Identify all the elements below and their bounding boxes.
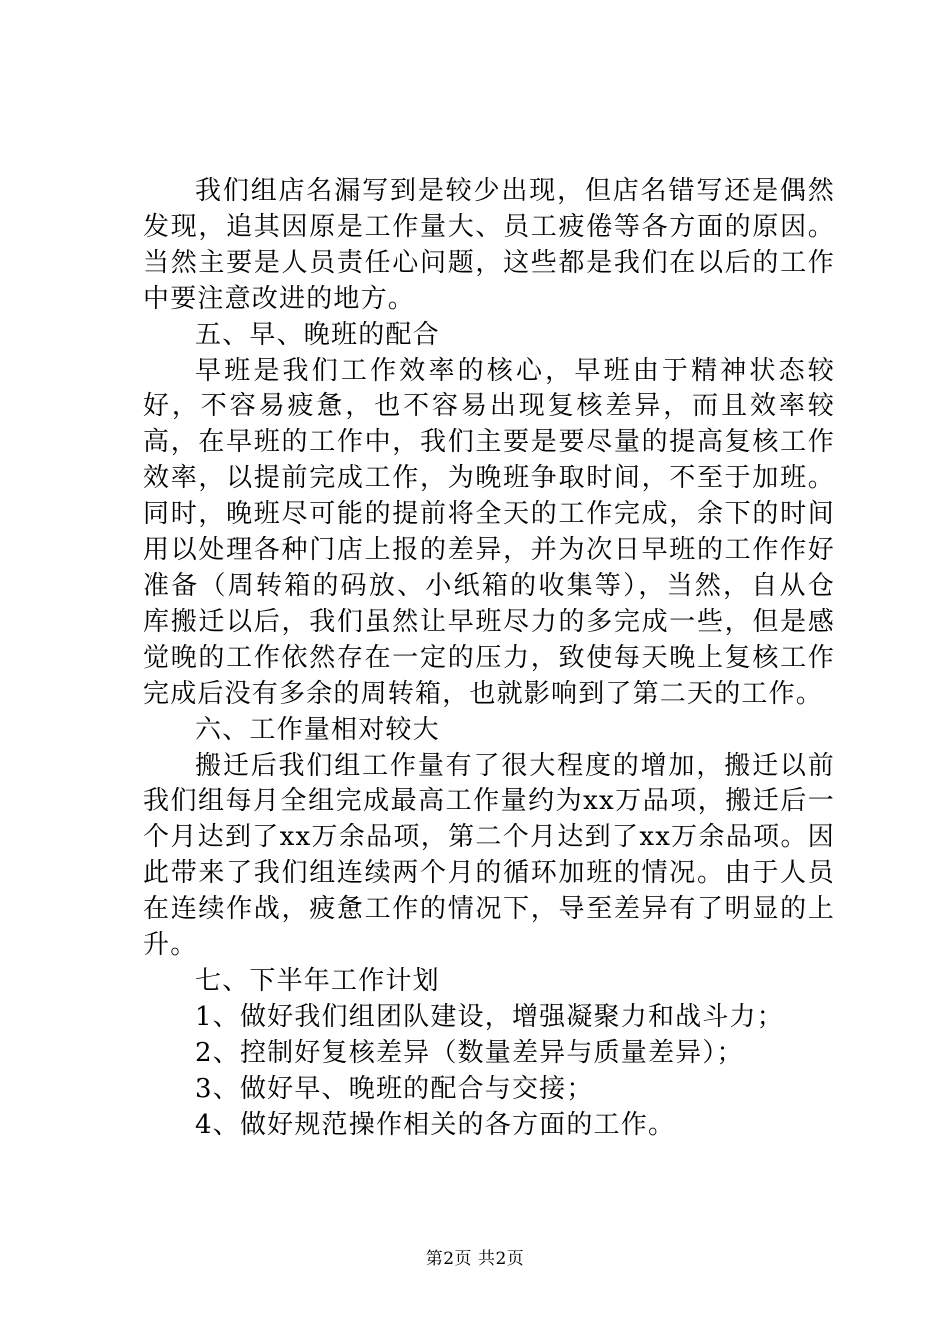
paragraph-store-name-errors: 我们组店名漏写到是较少出现，但店名错写还是偶然发现，追其因原是工作量大、员工疲倦等各方面的原因。当然主要是人员责任心问题，这些都是我们在以后的工作中要注意改进的地方。 [143,176,835,314]
paragraph-workload: 搬迁后我们组工作量有了很大程度的增加，搬迁以前我们组每月全组完成最高工作量约为xx万品项，搬迁后一个月达到了xx万余品项，第二个月达到了xx万余品项。因此带来了我们组连续两个月的循环加班的情况。由于人员在连续作战，疲惫工作的情况下，导至差异有了明显的上升。 [143,750,835,961]
plan-item-2: 2、控制好复核差异（数量差异与质量差异）； [195,1037,744,1068]
plan-item-3: 3、做好早、晚班的配合与交接； [195,1073,594,1104]
page-number-footer: 第2页 共2页 [425,1249,525,1269]
heading-workload: 六、工作量相对较大 [195,714,440,745]
plan-item-1: 1、做好我们组团队建设，增强凝聚力和战斗力； [195,1001,784,1032]
document-body [143,174,835,1143]
heading-plan: 七、下半年工作计划 [195,965,440,996]
plan-item-4: 4、做好规范操作相关的各方面的工作。 [195,1109,676,1140]
paragraph-shift-coordination: 早班是我们工作效率的核心，早班由于精神状态较好，不容易疲惫，也不容易出现复核差异，而且效率较高，在早班的工作中，我们主要是要尽量的提高复核工作效率，以提前完成工作，为晚班争取时间，不至于加班。同时，晚班尽可能的提前将全天的工作完成，余下的时间用以处理各种门店上报的差异，并为次日早班的工作作好准备（周转箱的码放、小纸箱的收集等），当然，自从仓库搬迁以后，我们虽然让早班尽力的多完成一些，但是感觉晚的工作依然存在一定的压力，致使每天晚上复核工作完成后没有多余的周转箱，也就影响到了第二天的工作。 [143,355,835,709]
heading-shift-coordination: 五、早、晚班的配合 [195,319,440,350]
